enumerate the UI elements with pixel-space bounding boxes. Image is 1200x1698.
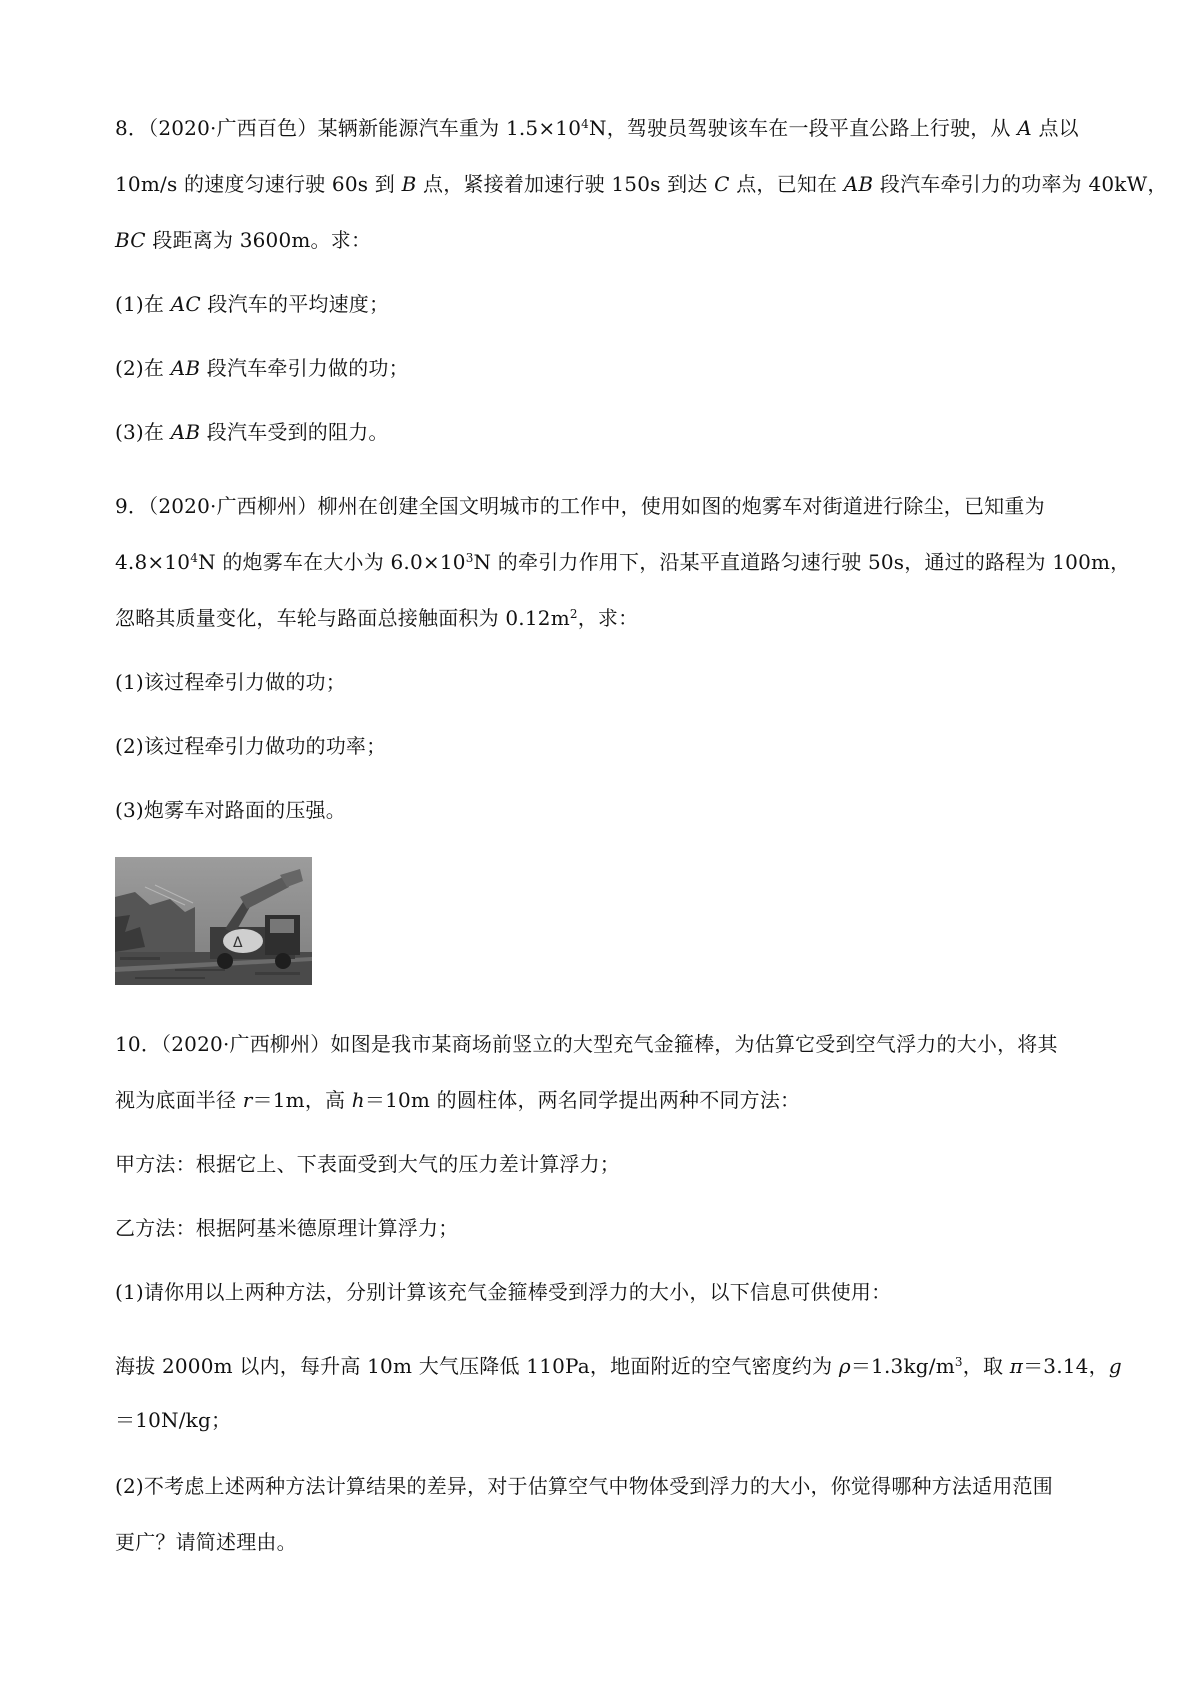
q9-part-3: (3)炮雾车对路面的压强。 <box>115 798 346 822</box>
q10-part-2-line-1: (2)不考虑上述两种方法计算结果的差异，对于估算空气中物体受到浮力的大小，你觉得哪种方法适用范围 <box>115 1474 1053 1498</box>
q8-line-2: 10m/s 的速度匀速行驶 60s 到 B 点，紧接着加速行驶 150s 到达 C 点，已知在 AB 段汽车牵引力的功率为 40kW， <box>115 172 1168 196</box>
svg-text:Δ: Δ <box>233 935 243 951</box>
q8-part-3: (3)在 AB 段汽车受到的阻力。 <box>115 420 389 444</box>
q9-line-1: 9．（2020·广西柳州）柳州在创建全国文明城市的工作中，使用如图的炮雾车对街道进行除尘，已知重为 <box>115 494 1045 518</box>
mist-cannon-truck-photo <box>115 857 312 985</box>
q9-part-1: (1)该过程牵引力做的功； <box>115 670 346 694</box>
q8-line-3: BC 段距离为 3600m。求： <box>115 228 372 252</box>
q8-part-1: (1)在 AC 段汽车的平均速度； <box>115 292 390 316</box>
q10-method-b: 乙方法：根据阿基米德原理计算浮力； <box>115 1216 459 1240</box>
q9-line-2: $4.8\times 10^4N$ 的炮雾车在大小为 $6.0\times 10^3N$ 的牵引力作用下，沿某平直道路匀速行驶 50s，通过的路程为 100m， <box>115 550 1131 574</box>
q10-info-line-2: ＝10N/kg； <box>115 1408 232 1432</box>
q8-part-2: (2)在 AB 段汽车牵引力做的功； <box>115 356 409 380</box>
q9-line-3: 忽略其质量变化，车轮与路面总接触面积为 $0.12m^2$，求： <box>115 606 639 630</box>
q10-part-2-line-2: 更广？请简述理由。 <box>115 1530 297 1554</box>
q8-line-1: 8．（2020·广西百色）某辆新能源汽车重为 $1.5\times 10^4N$，驾驶员驾驶该车在一段平直公路上行驶，从 A 点以 <box>115 116 1079 140</box>
q10-line-2: 视为底面半径 r＝1m，高 h＝10m 的圆柱体，两名同学提出两种不同方法： <box>115 1088 801 1112</box>
q9-part-2: (2)该过程牵引力做功的功率； <box>115 734 387 758</box>
q10-part-1: (1)请你用以上两种方法，分别计算该充气金箍棒受到浮力的大小，以下信息可供使用： <box>115 1280 892 1304</box>
q10-line-1: 10．（2020·广西柳州）如图是我市某商场前竖立的大型充气金箍棒，为估算它受到空气浮力的大小，将其 <box>115 1032 1058 1056</box>
q10-info-line-1: 海拔 2000m 以内，每升高 10m 大气压降低 110Pa，地面附近的空气密度约为 $\rho=1.3kg/m^3$，取 π＝3.14，g <box>115 1354 1122 1378</box>
q10-method-a: 甲方法：根据它上、下表面受到大气的压力差计算浮力； <box>115 1152 620 1176</box>
